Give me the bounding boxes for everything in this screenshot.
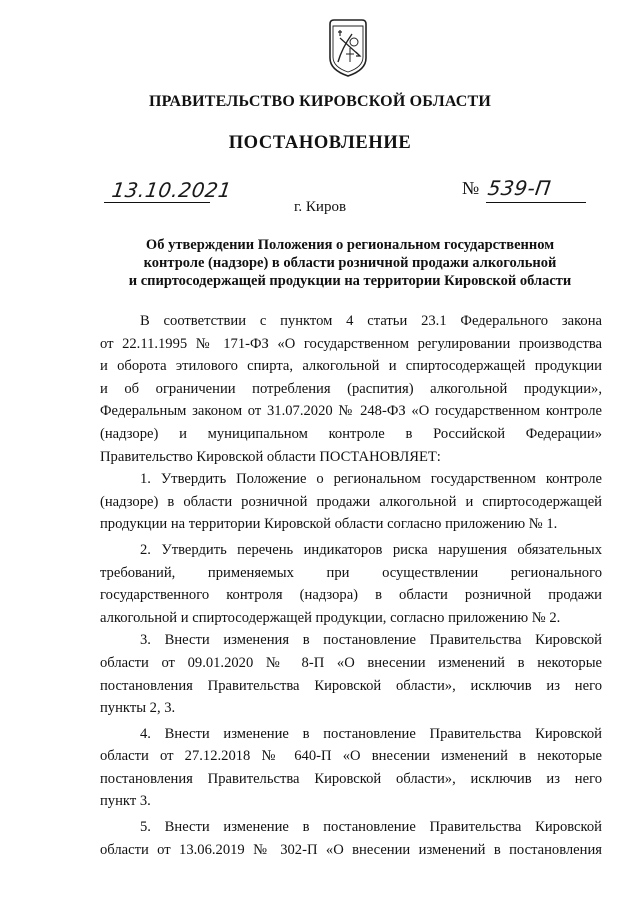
text-line: Федеральным законом от 31.07.2020 № 248-ФЗ «О государственном контроле	[100, 403, 602, 420]
paragraph-item-2	[100, 539, 602, 629]
paragraph-item-1	[100, 468, 602, 536]
text-line: постановления Правительства Кировской области», исключив из него	[100, 770, 602, 787]
paragraph-preamble	[100, 310, 602, 468]
document-type-title: ПОСТАНОВЛЕНИЕ	[228, 133, 412, 153]
city-name: г. Киров	[293, 199, 347, 215]
subject-line: и спиртосодержащей продукции на территории Кировской области	[128, 273, 572, 289]
text-line: пункты 2, 3.	[100, 700, 176, 717]
coat-of-arms-emblem	[326, 18, 370, 78]
text-line: 3. Внести изменения в постановление Правительства Кировской	[140, 632, 602, 649]
text-line: 2. Утвердить перечень индикаторов риска нарушения обязательных	[140, 541, 602, 558]
document-body	[100, 310, 602, 861]
text-line: постановления Правительства Кировской области», исключив из него	[100, 677, 602, 694]
text-line: (надзоре) и муниципальном контроле в Российской Федерации»	[100, 425, 602, 442]
text-line: государственного контроля (надзора) в области розничной продажи	[100, 587, 602, 604]
text-line: области от 27.12.2018 № 640-П «О внесении изменений в некоторые	[100, 748, 602, 765]
subject-line: Об утверждении Положения о региональном государственном	[145, 237, 555, 253]
document-date: 13.10.2021	[110, 178, 234, 202]
number-label: №	[462, 178, 480, 198]
document-subject	[100, 236, 600, 290]
text-line: пункт 3.	[100, 793, 151, 810]
text-line: и оборота этилового спирта, алкогольной и спиртосодержащей продукции	[100, 358, 602, 375]
text-line: В соответствии с пунктом 4 статьи 23.1 Федерального закона	[140, 313, 602, 329]
text-line: 1. Утвердить Положение о региональном государственном контроле	[140, 471, 602, 488]
paragraph-item-5	[100, 816, 602, 861]
text-line: Правительство Кировской области ПОСТАНОВЛЯЕТ:	[100, 448, 441, 465]
text-line: от 22.11.1995 № 171-ФЗ «О государственном регулировании производства	[100, 335, 602, 352]
text-line: (надзоре) в области розничной продажи алкогольной и спиртосодержащей	[100, 493, 602, 510]
paragraph-item-3	[100, 629, 602, 719]
text-line: и об ограничении потребления (распития) алкогольной продукции»,	[100, 380, 602, 397]
text-line: 4. Внести изменение в постановление Правительства Кировской	[140, 725, 602, 742]
subject-line: контроле (надзоре) в области розничной продажи алкогольной	[143, 255, 557, 271]
text-line: области от 09.01.2020 № 8-П «О внесении изменений в некоторые	[100, 654, 602, 671]
text-line: требований, применяемых при осуществлении регионального	[100, 564, 602, 581]
text-line: продукции на территории Кировской области согласно приложению № 1.	[100, 516, 558, 533]
document-number: 539-П	[486, 176, 553, 200]
government-title: ПРАВИТЕЛЬСТВО КИРОВСКОЙ ОБЛАСТИ	[148, 93, 492, 110]
text-line: алкогольной и спиртосодержащей продукции, согласно приложению № 2.	[100, 609, 561, 626]
text-line: 5. Внести изменение в постановление Правительства Кировской	[140, 819, 602, 836]
paragraph-item-4	[100, 723, 602, 813]
text-line: области от 13.06.2019 № 302-П «О внесении изменений в постановления	[100, 841, 602, 858]
